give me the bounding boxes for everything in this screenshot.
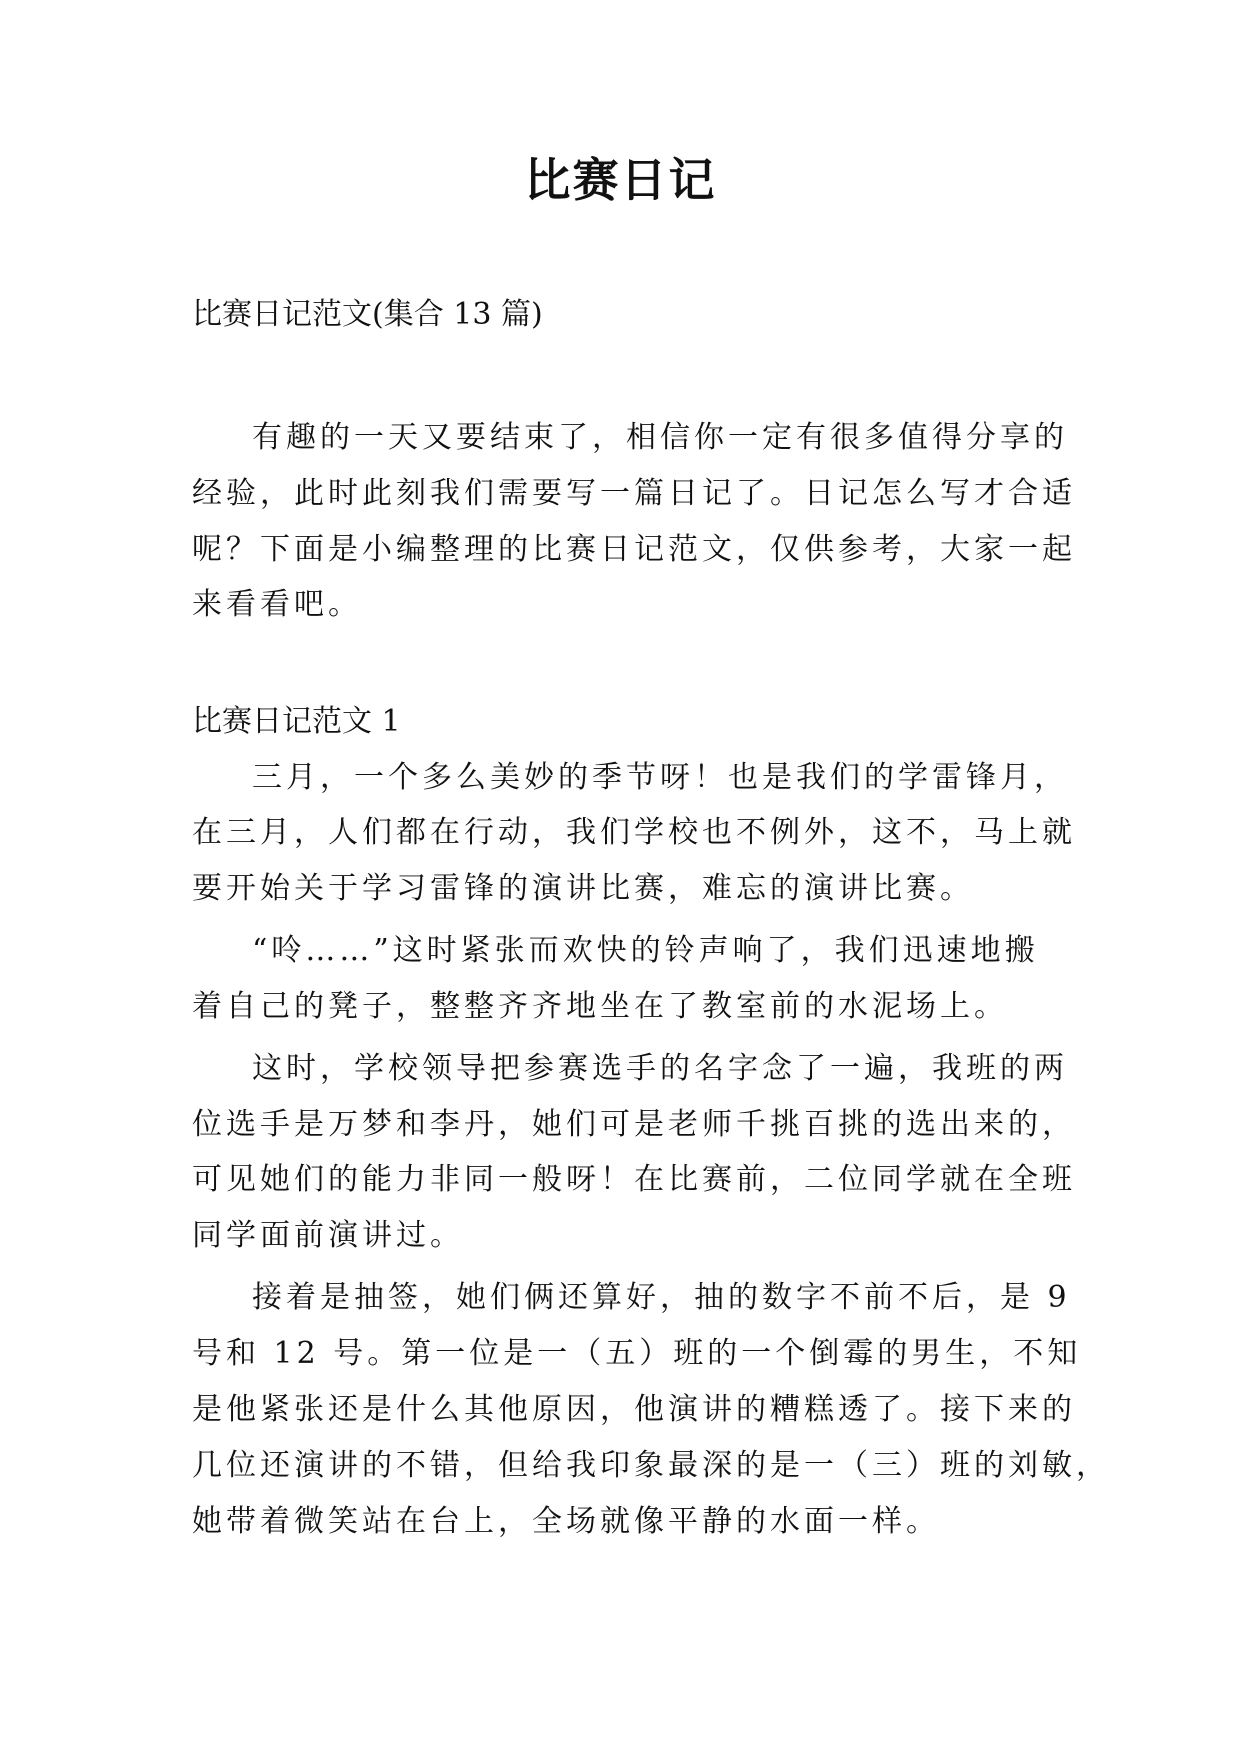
section-heading: 比赛日记范文 1 (192, 704, 401, 739)
intro-line: 呢？下面是小编整理的比赛日记范文，仅供参考，大家一起 (192, 532, 1076, 567)
intro-line: 来看看吧。 (192, 587, 362, 622)
intro-line: 经验，此时此刻我们需要写一篇日记了。日记怎么写才合适 (192, 476, 1076, 511)
paragraph-line: 同学面前演讲过。 (192, 1218, 464, 1253)
paragraph-line: 位选手是万梦和李丹，她们可是老师千挑百挑的选出来的， (192, 1107, 1076, 1142)
paragraph-line: 在三月，人们都在行动，我们学校也不例外，这不，马上就 (192, 815, 1076, 850)
intro-line: 有趣的一天又要结束了，相信你一定有很多值得分享的 (252, 420, 1068, 455)
paragraph-line: 她带着微笑站在台上，全场就像平静的水面一样。 (192, 1504, 940, 1539)
paragraph-line: “呤……”这时紧张而欢快的铃声响了，我们迅速地搬 (252, 933, 1039, 968)
paragraph-line: 是他紧张还是什么其他原因，他演讲的糟糕透了。接下来的 (192, 1392, 1076, 1427)
paragraph-line: 着自己的凳子，整整齐齐地坐在了教室前的水泥场上。 (192, 989, 1008, 1024)
paragraph-line: 号和 12 号。第一位是一（五）班的一个倒霉的男生，不知 (192, 1336, 1082, 1371)
paragraph-line: 三月，一个多么美妙的季节呀！也是我们的学雷锋月， (252, 760, 1068, 795)
document-subtitle: 比赛日记范文(集合 13 篇) (192, 297, 543, 332)
document-title: 比赛日记 (524, 153, 717, 207)
paragraph-line: 接着是抽签，她们俩还算好，抽的数字不前不后，是 9 (252, 1280, 1071, 1315)
paragraph-line: 几位还演讲的不错，但给我印象最深的是一（三）班的刘敏， (192, 1448, 1110, 1483)
paragraph-line: 可见她们的能力非同一般呀！在比赛前，二位同学就在全班 (192, 1162, 1076, 1197)
paragraph-line: 这时，学校领导把参赛选手的名字念了一遍，我班的两 (252, 1051, 1068, 1086)
paragraph-line: 要开始关于学习雷锋的演讲比赛，难忘的演讲比赛。 (192, 871, 974, 906)
